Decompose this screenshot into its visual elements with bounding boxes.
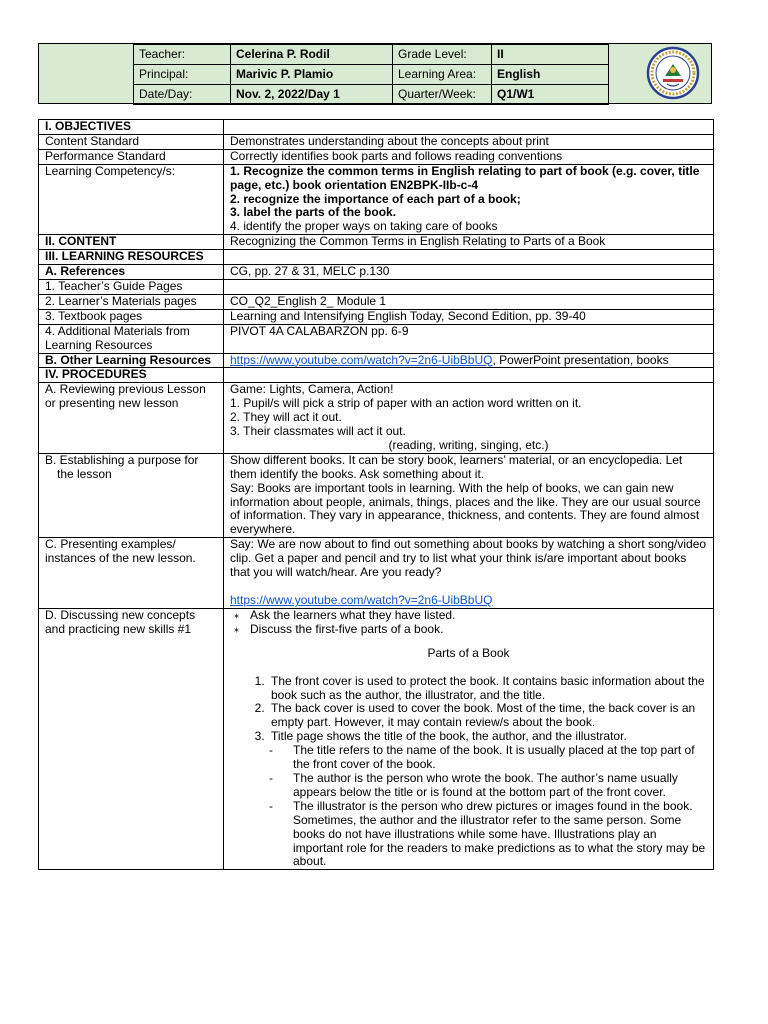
subpart-title: - The title refers to the name of the book. It is usually placed at the top part of the front cover of the book. [293, 744, 707, 772]
content-standard-value: Demonstrates understanding about the concepts about print [224, 134, 714, 149]
procedure-d-bullet-1: ⁎ Ask the learners what they have listed. [230, 609, 707, 623]
textbook-label: 3. Textbook pages [39, 309, 224, 324]
performance-standard-label: Performance Standard [39, 149, 224, 164]
title-page-subparts [271, 744, 707, 869]
procedure-d-label: D. Discussing new concepts and practicing new skills #1 [39, 608, 224, 869]
grade-label: Grade Level: [393, 45, 492, 65]
date-label: Date/Day: [134, 85, 231, 105]
procedure-a-line-4: 3. Their classmates will act it out. [230, 424, 406, 439]
teachers-guide-label: 1. Teacher’s Guide Pages [39, 279, 224, 294]
procedure-b-line-1: Show different books. It can be story book, learners’ material, or an encyclopedia. Let them identify the books. Ask something about it. [230, 452, 683, 481]
procedure-c-line-1: Say: We are now about to find out something about books by watching a short song/video clip. Get a paper and pencil and try to list what your think is/are important about books that you will watch/hear. Are you ready? [230, 537, 707, 580]
procedure-a-line-5: (reading, writing, singing, etc.) [388, 437, 549, 452]
youtube-link[interactable]: https://www.youtube.com/watch?v=2n6-UibBbUQ [230, 352, 493, 367]
content-heading: II. CONTENT [39, 235, 224, 250]
procedure-b-line-2: Say: Books are important tools in learning. With the help of books, we can gain new information about people, animals, things, places and the like. They are our usual source of information. They vary in appearance, thickness, and contents. They are found almost everywhere. [230, 480, 701, 537]
competency-value [224, 164, 714, 235]
teacher-name: Celerina P. Rodil [231, 45, 393, 65]
date-value: Nov. 2, 2022/Day 1 [231, 85, 393, 105]
procedure-c-value [224, 538, 714, 609]
other-resources-value [224, 353, 714, 368]
teachers-guide-value [224, 279, 714, 294]
references-value: CG, pp. 27 & 31, MELC p.130 [224, 265, 714, 280]
teacher-label: Teacher: [134, 45, 231, 65]
procedure-b-label-line-2: the lesson [57, 466, 112, 481]
procedure-c-youtube-link[interactable]: https://www.youtube.com/watch?v=2n6-UibBbUQ [230, 593, 493, 607]
header-info-table [133, 44, 609, 105]
procedure-a-line-2: 1. Pupil/s will pick a strip of paper with an action word written on it. [230, 396, 582, 411]
procedure-b-value [224, 453, 714, 537]
procedure-b-label-line-1: B. Establishing a purpose for [45, 452, 199, 467]
procedure-a-value [224, 383, 714, 454]
quarter-value: Q1/W1 [492, 85, 609, 105]
procedures-heading: IV. PROCEDURES [39, 368, 224, 383]
other-resources-label: B. Other Learning Resources [39, 353, 224, 368]
additional-materials-label: 4. Additional Materials from Learning Resources [39, 324, 224, 353]
competency-3: 3. label the parts of the book. [230, 205, 397, 220]
procedure-a-label: A. Reviewing previous Lesson or presenting new lesson [39, 383, 224, 454]
content-value: Recognizing the Common Terms in English Relating to Parts of a Book [224, 235, 714, 250]
competency-1: 1. Recognize the common terms in English relating to part of book (e.g. cover, title page, etc.) book orientation EN2BPK-IIb-c-4 [230, 163, 700, 192]
principal-label: Principal: [134, 65, 231, 85]
objectives-heading: I. OBJECTIVES [39, 120, 224, 135]
parts-item-3 [268, 730, 707, 869]
procedures-empty [224, 368, 714, 383]
quarter-label: Quarter/Week: [393, 85, 492, 105]
subpart-illustrator: - The illustrator is the person who drew pictures or images found in the book. Sometimes, the author and the illustrator refer to the same person. Some books do not have illustrations while some have. Illustrations play an important role for the readers to make predictions as to what the story may be about. [293, 800, 707, 870]
parts-item-2: 2. The back cover is used to cover the book. Most of the time, the back cover is an empty part. However, it may contain review/s about the book. [268, 702, 707, 730]
principal-name: Marivic P. Plamio [231, 65, 393, 85]
competency-2: 2. recognize the importance of each part of a book; [230, 191, 521, 206]
parts-item-1: 1. The front cover is used to protect the book. It contains basic information about the book such as the author, the illustrator, and the title. [268, 675, 707, 703]
other-resources-rest: , PowerPoint presentation, books [492, 352, 669, 367]
objectives-empty [224, 120, 714, 135]
procedure-d-bullets [230, 609, 707, 637]
parts-item-3-text: Title page shows the title of the book, the author, and the illustrator. [271, 729, 627, 744]
area-label: Learning Area: [393, 65, 492, 85]
references-label: A. References [39, 265, 224, 280]
procedure-a-line-1: Game: Lights, Camera, Action! [230, 382, 394, 397]
parts-of-book-title: Parts of a Book [427, 645, 510, 660]
competency-4: 4. identify the proper ways on taking care of books [230, 219, 498, 234]
competency-label: Learning Competency/s: [39, 164, 224, 235]
subpart-author: - The author is the person who wrote the book. The author’s name usually appears below the title or is found at the bottom part of the front cover. [293, 772, 707, 800]
procedure-c-label: C. Presenting examples/ instances of the new lesson. [39, 538, 224, 609]
area-value: English [492, 65, 609, 85]
procedure-d-bullet-2: ⁎ Discuss the first-five parts of a book. [230, 623, 707, 637]
school-seal-icon [641, 46, 705, 100]
lesson-plan-table [38, 119, 714, 870]
procedure-a-line-3: 2. They will act it out. [230, 410, 342, 425]
lesson-header [38, 43, 712, 104]
procedure-d-value [224, 608, 714, 869]
grade-value: II [492, 45, 609, 65]
content-standard-label: Content Standard [39, 134, 224, 149]
learners-materials-label: 2. Learner’s Materials pages [39, 294, 224, 309]
procedure-b-label [39, 453, 224, 537]
parts-list [230, 675, 707, 870]
additional-materials-value: PIVOT 4A CALABARZON pp. 6-9 [224, 324, 714, 353]
performance-standard-value: Correctly identifies book parts and follows reading conventions [224, 149, 714, 164]
resources-empty [224, 250, 714, 265]
textbook-value: Learning and Intensifying English Today, Second Edition, pp. 39-40 [224, 309, 714, 324]
learners-materials-value: CO_Q2_English 2_ Module 1 [224, 294, 714, 309]
resources-heading: III. LEARNING RESOURCES [39, 250, 224, 265]
